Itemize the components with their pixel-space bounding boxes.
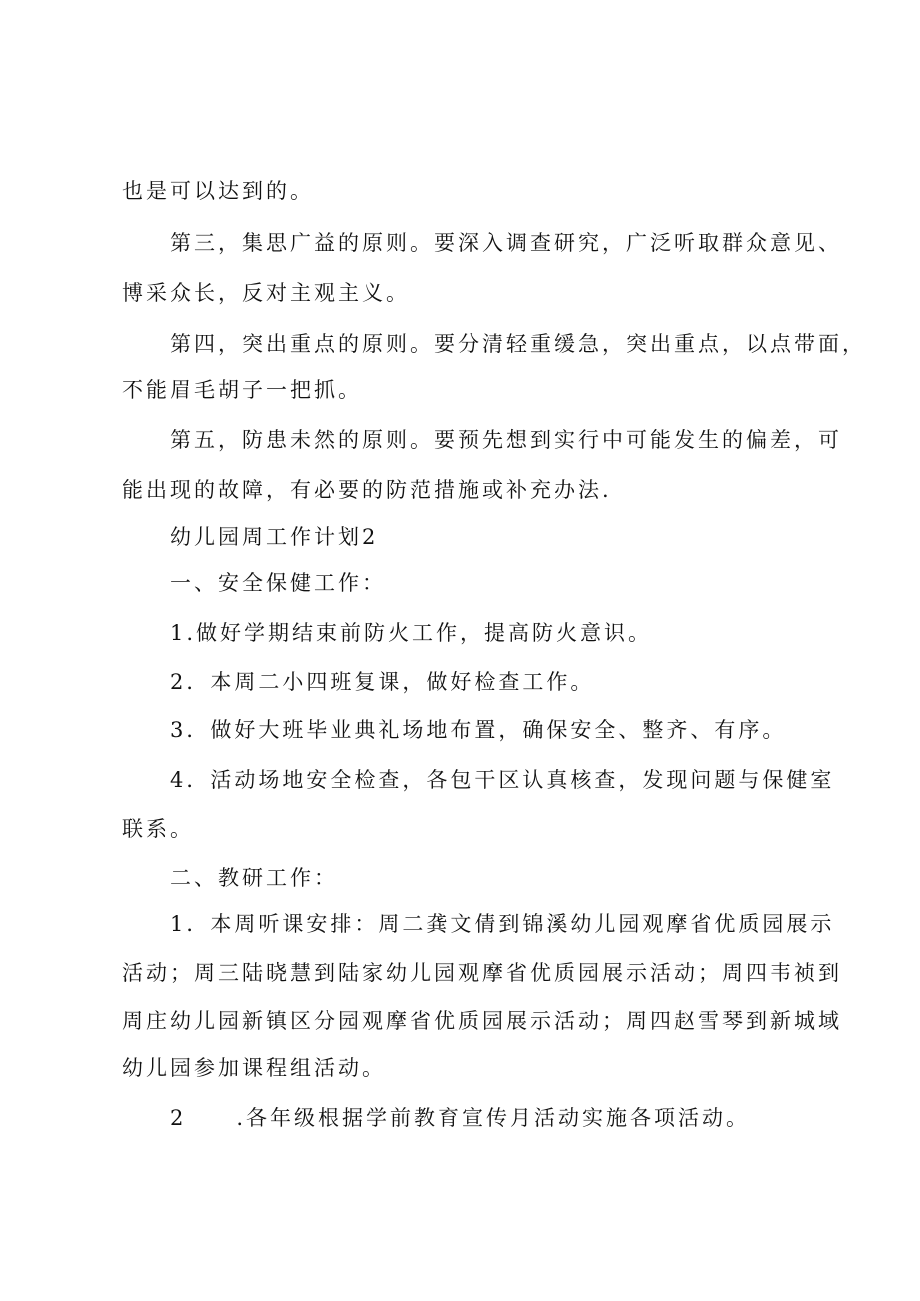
list-item bbox=[170, 1105, 750, 1131]
list-item: 2．本周二小四班复课，做好检查工作。 bbox=[170, 670, 595, 694]
list-item: 3．做好大班毕业典礼场地布置，确保安全、整齐、有序。 bbox=[170, 718, 787, 742]
section-heading: 二、教研工作： bbox=[170, 866, 338, 890]
section-title: 幼儿园周工作计划2 bbox=[170, 525, 379, 549]
list-item: 1.做好学期结束前防火工作，提高防火意识。 bbox=[170, 621, 653, 645]
paragraph-line: 第三，集思广益的原则。要深入调查研究，广泛听取群众意见、 bbox=[170, 231, 842, 255]
paragraph-line: 博采众长，反对主观主义。 bbox=[122, 281, 410, 305]
paragraph-line: 幼儿园参加课程组活动。 bbox=[122, 1056, 386, 1080]
paragraph-line: 不能眉毛胡子一把抓。 bbox=[122, 378, 362, 402]
paragraph-line: 也是可以达到的。 bbox=[122, 179, 314, 203]
paragraph-line: 第五，防患未然的原则。要预先想到实行中可能发生的偏差，可 bbox=[170, 428, 842, 452]
list-item: 1．本周听课安排：周二龚文倩到锦溪幼儿园观摩省优质园展示 bbox=[170, 912, 835, 936]
list-item-number: 2 bbox=[170, 1106, 187, 1130]
list-item-text: .各年级根据学前教育宣传月活动实施各项活动。 bbox=[236, 1106, 751, 1130]
paragraph-line: 第四，突出重点的原则。要分清轻重缓急，突出重点，以点带面， bbox=[170, 332, 866, 356]
section-heading: 一、安全保健工作： bbox=[170, 571, 386, 595]
paragraph-line: 联系。 bbox=[122, 817, 194, 841]
paragraph-line: 能出现的故障，有必要的防范措施或补充办法. bbox=[122, 478, 612, 502]
paragraph-line: 活动；周三陆晓慧到陆家幼儿园观摩省优质园展示活动；周四韦祯到 bbox=[122, 961, 842, 985]
paragraph-line: 周庄幼儿园新镇区分园观摩省优质园展示活动；周四赵雪琴到新城域 bbox=[122, 1009, 842, 1033]
list-item: 4．活动场地安全检查，各包干区认真核查，发现问题与保健室 bbox=[170, 768, 835, 792]
